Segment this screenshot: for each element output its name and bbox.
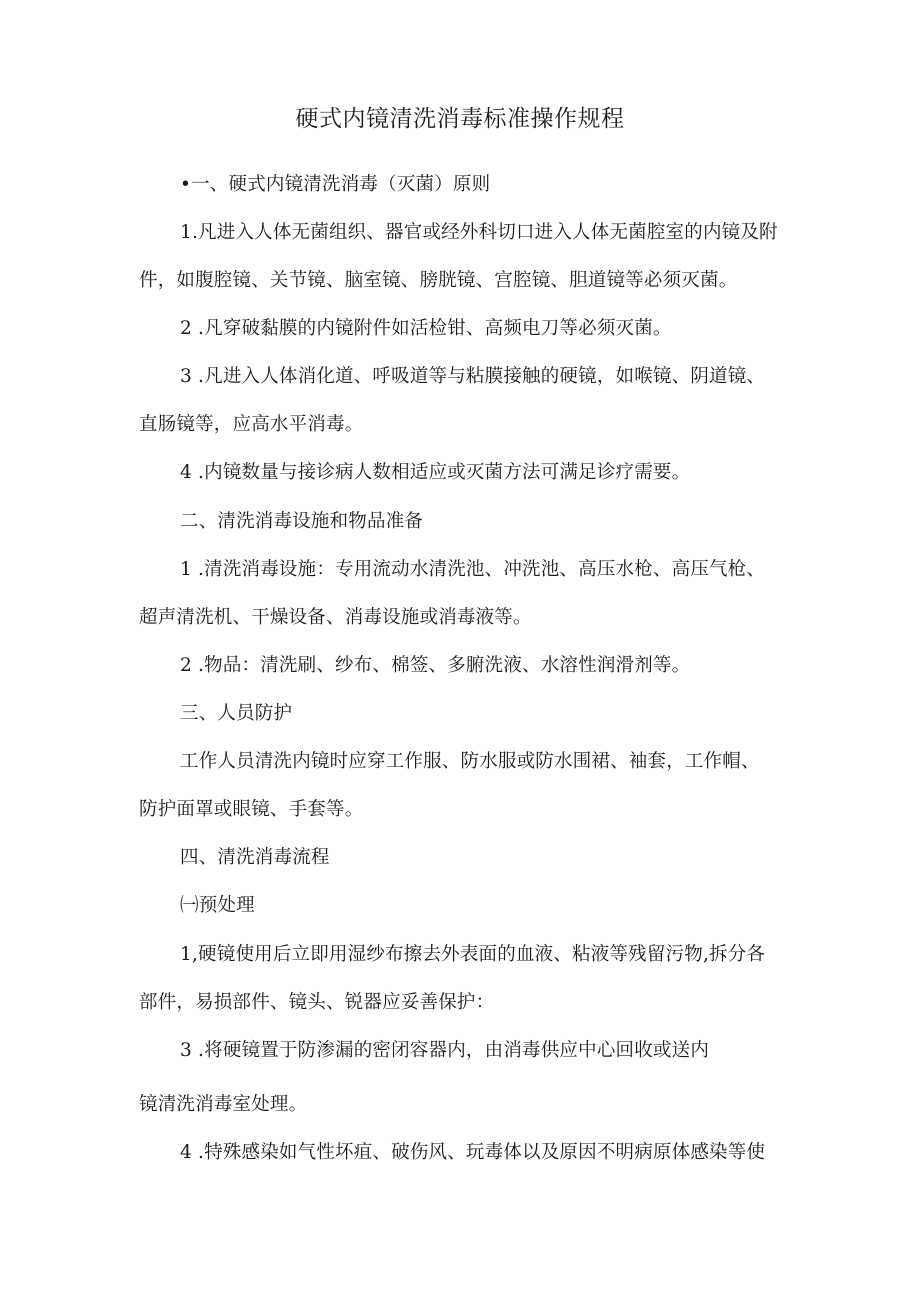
paragraph-line: 件，如腹腔镜、关节镜、脑室镜、膀胱镜、宫腔镜、胆道镜等必须灭菌。 xyxy=(139,270,738,291)
document-title: 硬式内镜清洗消毒标准操作规程 xyxy=(295,106,625,132)
subsection-heading-pretreatment: ㈠预处理 xyxy=(180,895,255,916)
paragraph-line: 镜清洗消毒室处理。 xyxy=(139,1094,308,1115)
paragraph-line: 4 .特殊感染如气性坏疽、破伤风、玩毒体以及原因不明病原体感染等使 xyxy=(180,1142,766,1163)
paragraph-line: 防护面罩或眼镜、手套等。 xyxy=(139,799,364,820)
paragraph-line: 4 .内镜数量与接诊病人数相适应或灭菌方法可满足诊疗需要。 xyxy=(180,462,691,483)
paragraph-line: 超声清洗机、干燥设备、消毒设施或消毒液等。 xyxy=(139,607,532,628)
paragraph-line: 直肠镜等，应高水平消毒。 xyxy=(139,414,364,435)
paragraph-line: 部件，易损部件、镜头、锐器应妥善保护： xyxy=(139,992,495,1013)
paragraph-line: 1,硬镜使用后立即用湿纱布擦去外表面的血液、粘液等残留污物,拆分各 xyxy=(180,944,766,965)
section-heading-protection: 三、人员防护 xyxy=(180,703,293,724)
paragraph-line: 3 .将硬镜置于防渗漏的密闭容器内，由消毒供应中心回收或送内 xyxy=(180,1040,710,1061)
paragraph-line: 1.凡进入人体无菌组织、器官或经外科切口进入人体无菌腔室的内镜及附 xyxy=(180,222,778,243)
section-heading-process: 四、清洗消毒流程 xyxy=(180,847,330,868)
paragraph-line: 2 .凡穿破黏膜的内镜附件如活检钳、高频电刀等必须灭菌。 xyxy=(180,318,672,339)
paragraph-line: 工作人员清洗内镜时应穿工作服、防水服或防水围裙、袖套，工作帽、 xyxy=(180,751,760,772)
paragraph-line: 3 .凡进入人体消化道、呼吸道等与粘膜接触的硬镜，如喉镜、阴道镜、 xyxy=(180,366,766,387)
paragraph-line: 2 .物品：清洗刷、纱布、棉签、多腑洗液、水溶性润滑剂等。 xyxy=(180,655,691,676)
paragraph-line: 1 .清洗消毒设施：专用流动水清洗池、冲洗池、高压水枪、高压气枪、 xyxy=(180,559,766,580)
section-heading-principles: •一、硬式内镜清洗消毒（灭菌）原则 xyxy=(180,174,491,195)
section-heading-facilities: 二、清洗消毒设施和物品准备 xyxy=(180,511,424,532)
